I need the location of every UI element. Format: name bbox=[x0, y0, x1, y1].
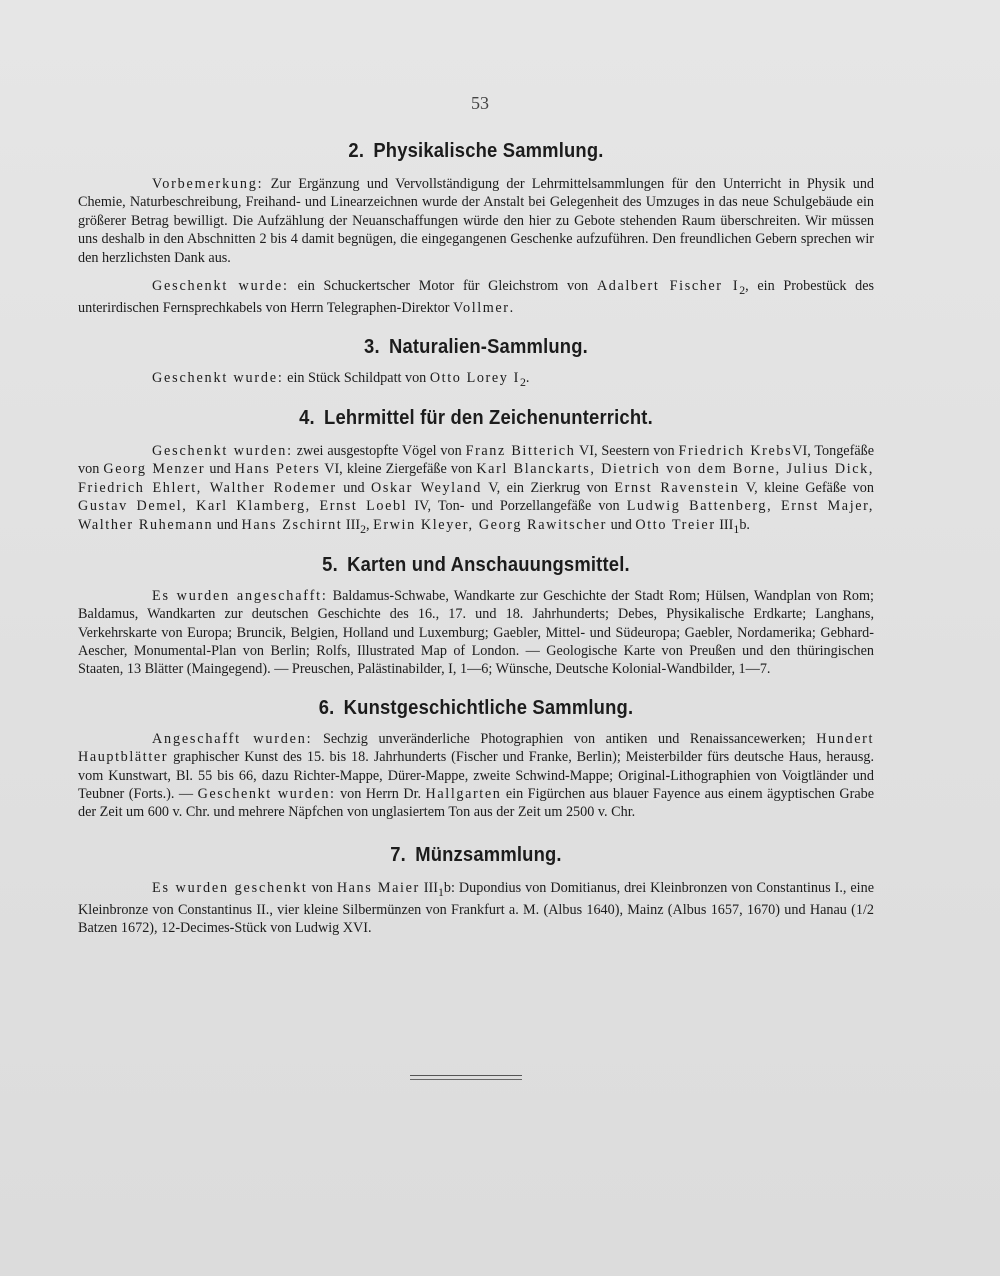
paragraph-vorbemerkung: Vorbemerkung: Zur Ergänzung und Vervollständigung der Lehrmittelsammlungen für den Unterricht in Physik und Chemie, Naturbeschreibung, Freihand- und Linearzeichnen wurde der Anstalt bei Gelegenheit des Umzuges in das neue Schulgebäude ein größerer Betrag bewilligt. Die Aufzählung der Neuanschaffungen würde den hier zu Gebote stehenden Raum überschreiten. Wir müssen uns deshalb in den Abschnitten 2 bis 4 damit begnügen, die eingegangenen Geschenke aufzuführen. Den freundlichen Gebern sprechen wir den herzlichsten Dank aus. bbox=[78, 176, 875, 266]
section-heading-muenzsammlung: 7. Münzsammlung. bbox=[390, 843, 562, 866]
section-heading-karten-anschauungsmittel: 5. Karten und Anschauungsmittel. bbox=[322, 553, 630, 576]
paragraph-physik-geschenke: Geschenkt wurde: ein Schuckertscher Motor für Gleichstrom von Adalbert Fischer $I_2$, ein Probestück des unterirdischen Fernsprechkabels von Herrn Telegraphen-Direktor Vollmer. bbox=[78, 278, 875, 317]
paragraph-naturalien: Geschenkt wurde: ein Stück Schildpatt von Otto Lorey $I_2$. bbox=[152, 369, 530, 389]
page-content bbox=[78, 132, 874, 938]
paragraph-kunstgeschichte: Angeschafft wurden: Sechzig unveränderliche Photographien von antiken und Renaissancewerken; Hundert Hauptblätter graphischer Kunst des 15. bis 18. Jahrhunderts (Fischer und Franke, Berlin); Meisterbilder fürs deutsche Haus, herausg. vom Kunstwart, Bl. 55 bis 66, dazu Richter-Mappe, Dürer-Mappe, zweite Schwind-Mappe; Original-Lithographien von Voigtländer und Teubner (Forts.). — Geschenkt wurden: von Herrn Dr. Hallgarten ein Figürchen aus blauer Fayence aus einem ägyptischen Grabe der Zeit um 600 v. Chr. und mehrere Näpfchen von unglasiertem Ton aus der Zeit um 2500 v. Chr. bbox=[78, 730, 875, 821]
section-heading-kunstgeschichtliche-sammlung: 6. Kunstgeschichtliche Sammlung. bbox=[318, 696, 634, 719]
paragraph-karten: Es wurden angeschafft: Baldamus-Schwabe, Wandkarte zur Geschichte der Stadt Rom; Hülsen, Wandplan von Rom; Baldamus, Wandkarten zur deutschen Geschichte des 16., 17. und 18. Jahrhunderts; Debes, Physikalische Erdkarte; Langhans, Verkehrskarte von Europa; Bruncik, Belgien, Holland und Luxemburg; Gaebler, Mittel- und Südeuropa; Gaebler, Nordamerika; Gebhard-Aescher, Monumental-Plan von Berlin; Rolfs, Illustrated Map of London. — Geologische Karte von Preußen und den thüringischen Staaten, 13 Blätter (Maingegend). — Preuschen, Palästinabilder, I, 1—6; Wünsche, Deutsche Kolonial-Wandbilder, 1—7. bbox=[78, 587, 874, 678]
page-number: 53 bbox=[471, 93, 489, 113]
paragraph-muenzsammlung: Es wurden geschenkt von Hans Maier $III_1b$: Dupondius von Domitianus, drei Kleinbronzen von Constantinus I., eine Kleinbronze von Constantinus II., vier kleine Silbermünzen von Frankfurt a. M. (Albus 1640), Mainz (Albus 1657, 1670) und Hanau (1/2 Batzen 1672), 12-Decimes-Stück von Ludwig XVI. bbox=[78, 879, 874, 937]
paragraph-zeichenunterricht: Geschenkt wurden: zwei ausgestopfte Vögel von Franz Bitterich VI, Seestern von Friedrich KrebsVI, Tongefäße von Georg Menzer und Hans Peters VI, kleine Ziergefäße von Karl Blanckarts, Dietrich von dem Borne, Julius Dick, Friedrich Ehlert, Walther Rodemer und Oskar Weyland V, ein Zierkrug von Ernst Ravenstein V, kleine Gefäße von Gustav Demel, Karl Klamberg, Ernst Loebl IV, Ton- und Porzellangefäße von Ludwig Battenberg, Ernst Majer, Walther Ruhemann und Hans Zschirnt $III_2$, Erwin Kleyer, Georg Rawitscher und Otto Treier $III_1b$. bbox=[78, 442, 875, 536]
section-heading-lehrmittel-zeichenunterricht: 4. Lehrmittel für den Zeichenunterricht. bbox=[299, 406, 653, 429]
section-heading-naturalien-sammlung: 3. Naturalien-Sammlung. bbox=[364, 335, 588, 358]
section-heading-physikalische-sammlung: 2. Physikalische Sammlung. bbox=[348, 140, 604, 162]
closing-divider bbox=[410, 1075, 522, 1076]
closing-divider-second-line bbox=[410, 1079, 522, 1080]
